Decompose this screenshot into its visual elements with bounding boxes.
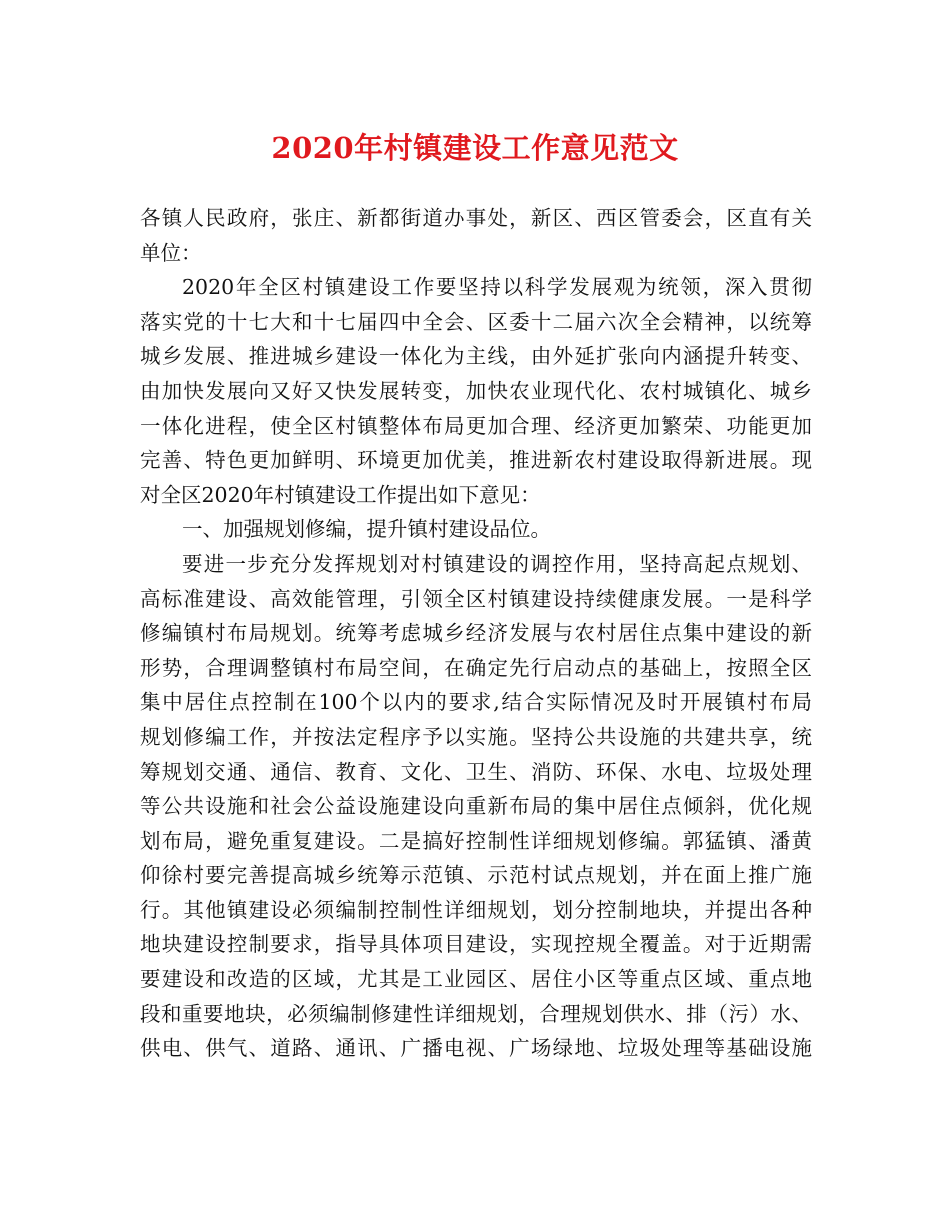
text-line: 规划修编工作，并按法定程序予以实施。坚持公共设施的共建共享，统: [140, 724, 812, 749]
text-line: 地块建设控制要求，指导具体项目建设，实现控规全覆盖。对于近期需: [140, 932, 812, 957]
text-line: 由加快发展向又好又快发展转变，加快农业现代化、农村城镇化、城乡: [140, 378, 812, 403]
text-line: 集中居住点控制在100个以内的要求,结合实际情况及时开展镇村布局: [140, 690, 812, 715]
text-line: 高标准建设、高效能管理，引领全区村镇建设持续健康发展。一是科学: [140, 586, 812, 611]
text-line: 供电、供气、道路、通讯、广播电视、广场绿地、垃圾处理等基础设施: [140, 1036, 812, 1061]
text-line: 段和重要地块，必须编制修建性详细规划，合理规划供水、排（污）水、: [140, 1001, 812, 1026]
document-title: 2020年村镇建设工作意见范文: [271, 131, 679, 165]
text-line: 对全区2020年村镇建设工作提出如下意见：: [140, 482, 541, 507]
text-line: 划布局，避免重复建设。二是搞好控制性详细规划修编。郭猛镇、潘黄: [140, 828, 812, 853]
text-line: 仰徐村要完善提高城乡统筹示范镇、示范村试点规划，并在面上推广施: [140, 863, 812, 888]
text-line: 各镇人民政府，张庄、新都街道办事处，新区、西区管委会，区直有关: [140, 206, 812, 230]
text-line: 完善、特色更加鲜明、环境更加优美，推进新农村建设取得新进展。现: [140, 448, 812, 473]
text-line: 城乡发展、推进城乡建设一体化为主线，由外延扩张向内涵提升转变、: [140, 344, 812, 369]
section-heading: 一、加强规划修编，提升镇村建设品位。: [182, 517, 551, 542]
text-line: 要进一步充分发挥规划对村镇建设的调控作用，坚持高起点规划、: [182, 551, 812, 576]
text-line: 修编镇村布局规划。统筹考虑城乡经济发展与农村居住点集中建设的新: [140, 621, 812, 646]
text-line: 落实党的十七大和十七届四中全会、区委十二届六次全会精神，以统筹: [140, 309, 812, 334]
text-line: 形势，合理调整镇村布局空间，在确定先行启动点的基础上，按照全区: [140, 655, 812, 680]
text-line: 单位：: [140, 240, 202, 265]
text-line: 等公共设施和社会公益设施建设向重新布局的集中居住点倾斜，优化规: [140, 794, 812, 819]
text-line: 2020年全区村镇建设工作要坚持以科学发展观为统领，深入贯彻: [182, 275, 812, 300]
text-line: 要建设和改造的区域，尤其是工业园区、居住小区等重点区域、重点地: [140, 967, 812, 992]
text-line: 行。其他镇建设必须编制控制性详细规划，划分控制地块，并提出各种: [140, 897, 812, 922]
text-line: 筹规划交通、通信、教育、文化、卫生、消防、环保、水电、垃圾处理: [140, 759, 812, 784]
text-line: 一体化进程，使全区村镇整体布局更加合理、经济更加繁荣、功能更加: [140, 413, 812, 438]
document-body: [140, 201, 812, 1066]
